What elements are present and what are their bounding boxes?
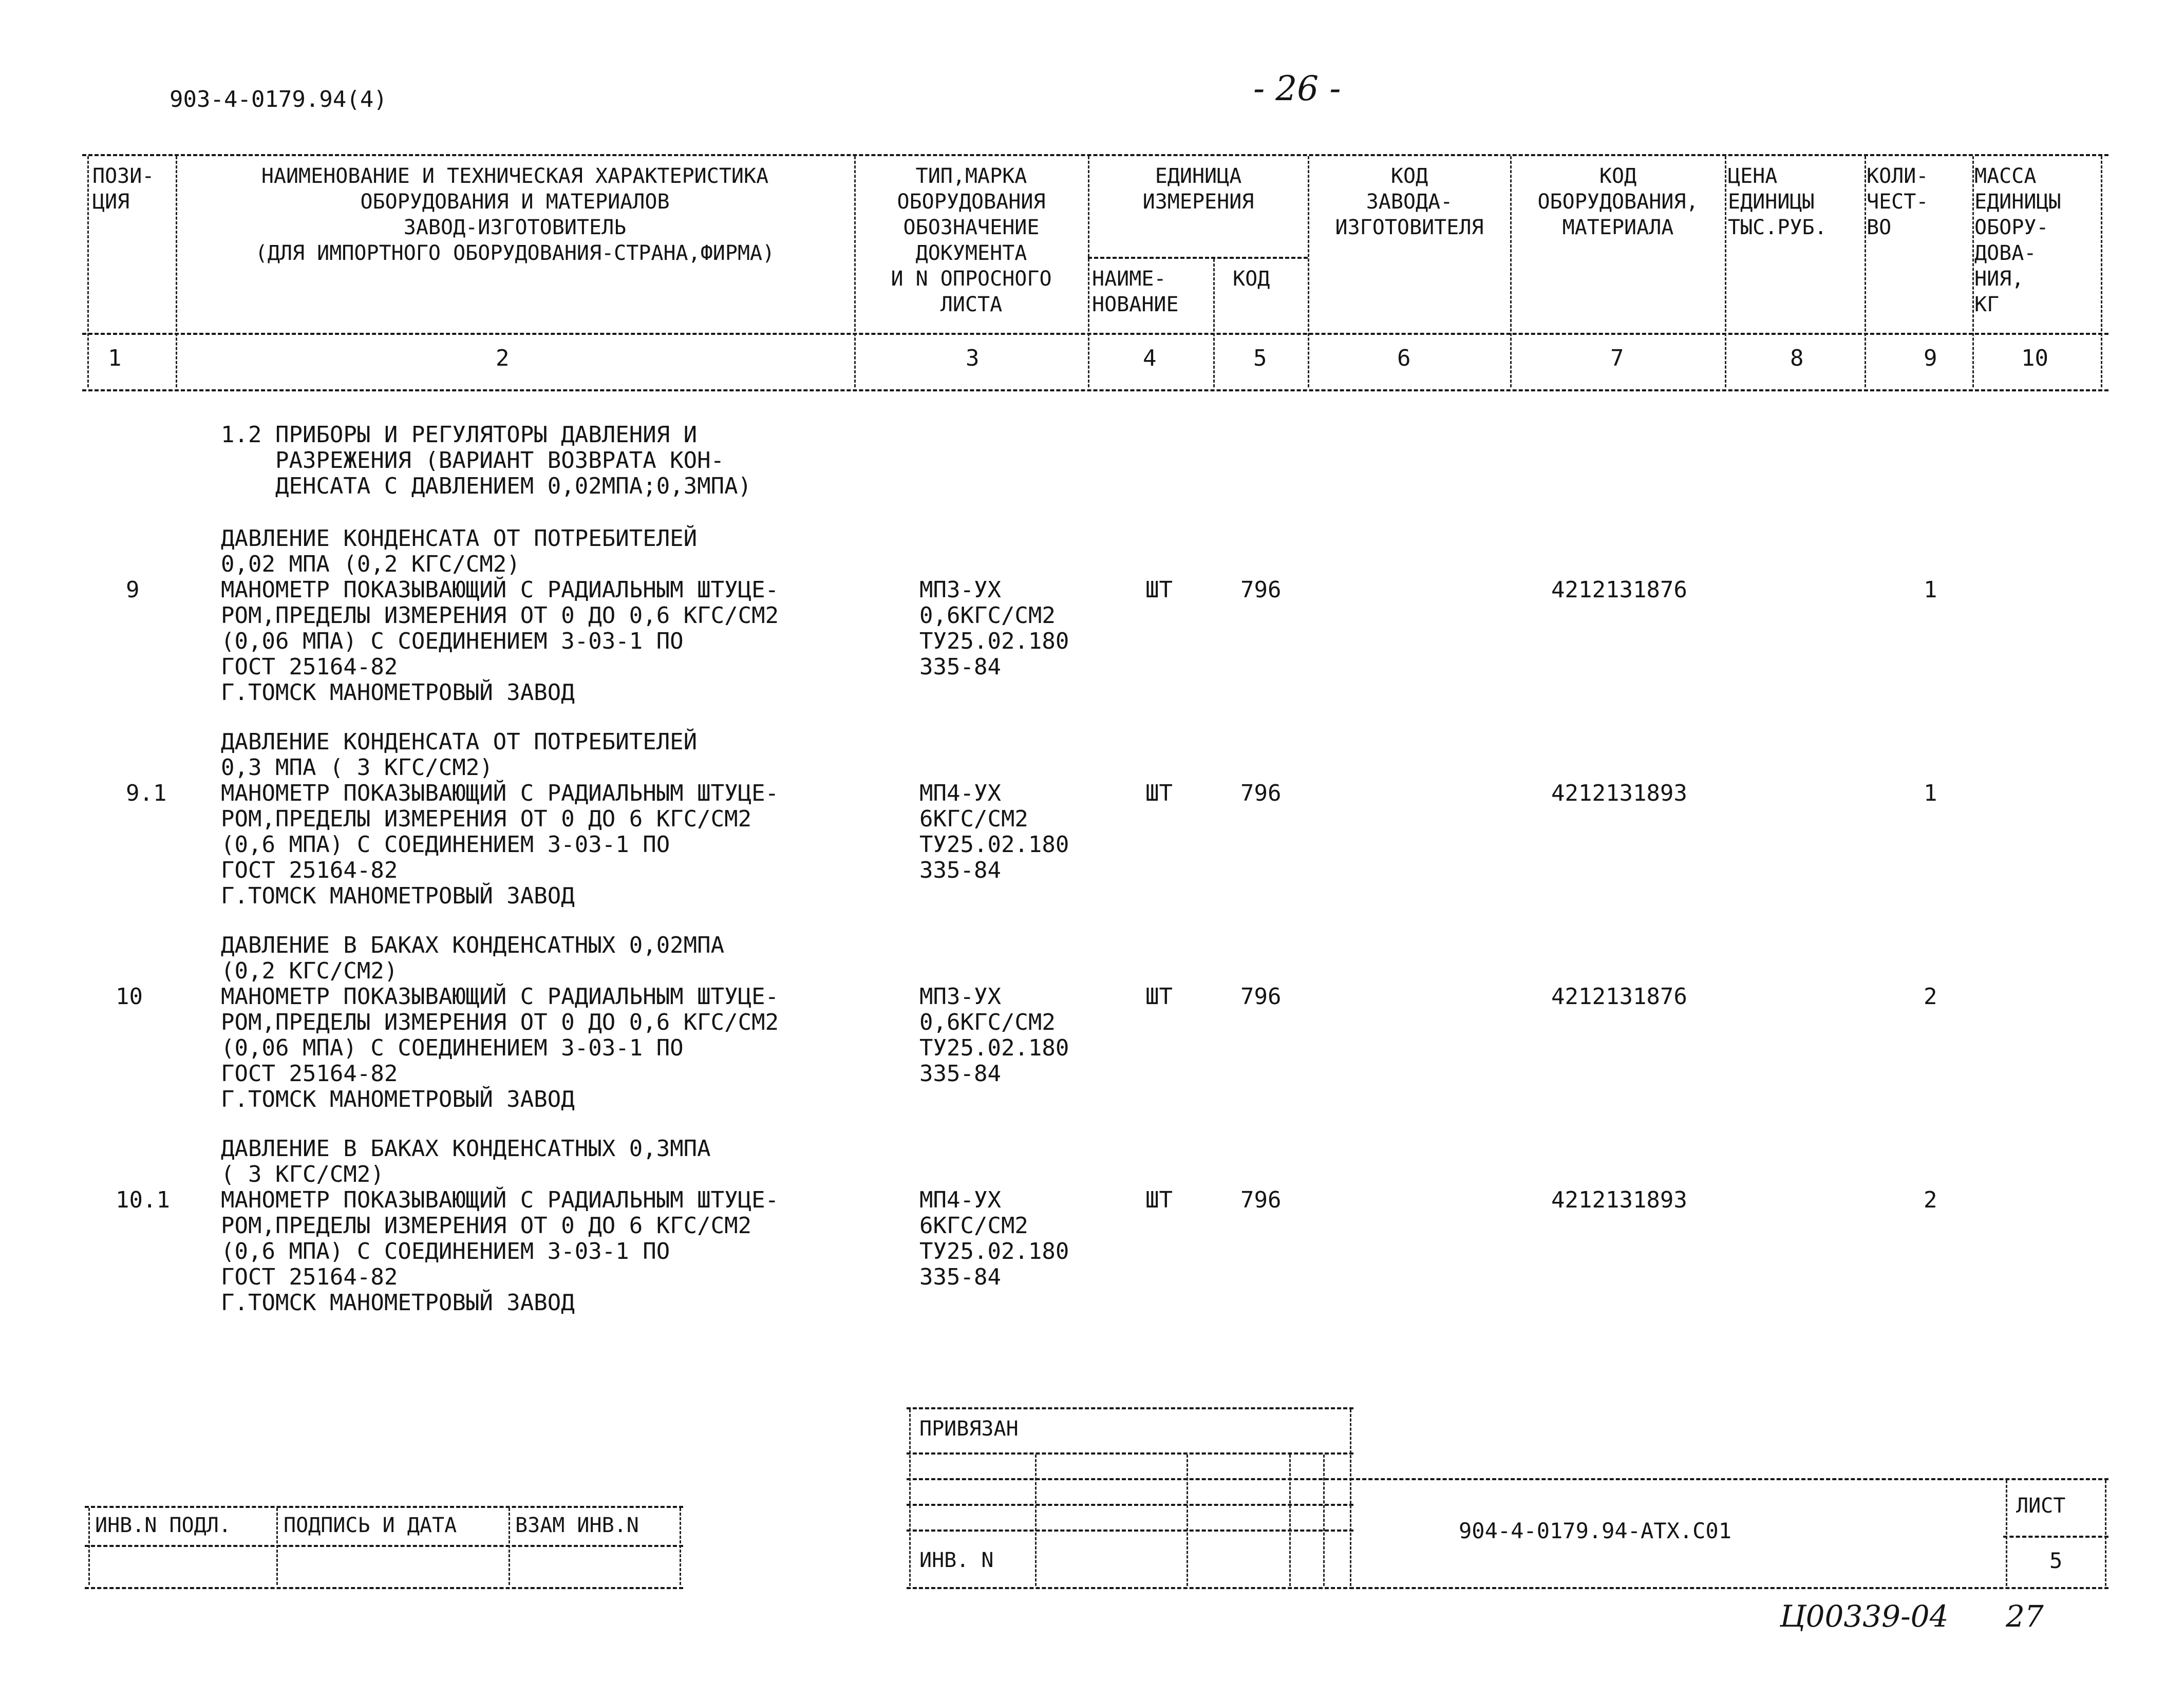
row-heading: ДАВЛЕНИЕ КОНДЕНСАТА ОТ ПОТРЕБИТЕЛЕЙ 0,3 МПА ( 3 КГС/СМ2) <box>221 729 698 781</box>
column-number-10: 10 <box>2021 345 2048 371</box>
document-designation: 904-4-0179.94-АТХ.С01 <box>1459 1518 1732 1543</box>
row-type: МП3-УХ 0,6КГС/СМ2 ТУ25.02.180 335-84 <box>919 577 1069 680</box>
stamp-vzam-inv: ВЗАМ ИНВ.N <box>515 1514 639 1537</box>
row-unit-code: 796 <box>1240 984 1282 1010</box>
page-number: - 26 - <box>1253 69 1341 108</box>
row-unit: ШТ <box>1145 780 1173 806</box>
row-heading: ДАВЛЕНИЕ В БАКАХ КОНДЕНСАТНЫХ 0,02МПА (0,2 КГС/СМ2) <box>221 932 725 984</box>
column-number-9: 9 <box>1924 345 1937 371</box>
header-type: ТИП,МАРКА ОБОРУДОВАНИЯ ОБОЗНАЧЕНИЕ ДОКУМЕНТА И N ОПРОСНОГО ЛИСТА <box>891 164 1052 316</box>
header-unit-code: КОД <box>1233 267 1270 291</box>
row-heading: ДАВЛЕНИЕ КОНДЕНСАТА ОТ ПОТРЕБИТЕЛЕЙ 0,02 МПА (0,2 КГС/СМ2) <box>221 525 698 577</box>
column-number-3: 3 <box>966 345 980 371</box>
row-position: 9.1 <box>126 780 167 806</box>
column-number-5: 5 <box>1253 345 1267 371</box>
row-quantity: 2 <box>1924 1187 1937 1213</box>
row-equipment-code: 4212131893 <box>1551 1187 1687 1213</box>
column-number-1: 1 <box>108 345 122 371</box>
row-name: МАНОМЕТР ПОКАЗЫВАЮЩИЙ С РАДИАЛЬНЫМ ШТУЦЕ- РОМ,ПРЕДЕЛЫ ИЗМЕРЕНИЯ ОТ 0 ДО 6 КГС/СМ2 (0,6 МПА) С СОЕДИНЕНИЕМ 3-03-1 ПО ГОСТ 25164-82 Г.ТОМСК МАНОМЕТРОВЫЙ ЗАВОД <box>221 1187 779 1316</box>
stamp-inv-podl: ИНВ.N ПОДЛ. <box>95 1514 231 1537</box>
row-position: 10.1 <box>116 1187 170 1213</box>
sheet-label: ЛИСТ <box>2016 1494 2066 1518</box>
row-name: МАНОМЕТР ПОКАЗЫВАЮЩИЙ С РАДИАЛЬНЫМ ШТУЦЕ- РОМ,ПРЕДЕЛЫ ИЗМЕРЕНИЯ ОТ 0 ДО 0,6 КГС/СМ2 (0,06 МПА) С СОЕДИНЕНИЕМ 3-03-1 ПО ГОСТ 25164-82 Г.ТОМСК МАНОМЕТРОВЫЙ ЗАВОД <box>221 577 779 706</box>
row-position: 9 <box>126 577 140 603</box>
row-quantity: 2 <box>1924 984 1937 1010</box>
row-unit: ШТ <box>1145 577 1173 603</box>
row-heading: ДАВЛЕНИЕ В БАКАХ КОНДЕНСАТНЫХ 0,3МПА ( 3 КГС/СМ2) <box>221 1136 711 1187</box>
sheet-number: 5 <box>2049 1548 2063 1573</box>
stamp-signature-date: ПОДПИСЬ И ДАТА <box>284 1514 457 1537</box>
header-unit-name: НАИМЕ- НОВАНИЕ <box>1092 267 1179 316</box>
sheet-total-handwritten: 27 <box>2006 1599 2044 1634</box>
document-code: 903-4-0179.94(4) <box>170 86 387 112</box>
row-unit: ШТ <box>1145 1187 1173 1213</box>
row-type: МП4-УХ 6КГС/СМ2 ТУ25.02.180 335-84 <box>919 780 1069 883</box>
row-position: 10 <box>116 984 143 1010</box>
section-title: 1.2 ПРИБОРЫ И РЕГУЛЯТОРЫ ДАВЛЕНИЯ И РАЗРЕЖЕНИЯ (ВАРИАНТ ВОЗВРАТА КОН- ДЕНСАТА С ДАВЛЕНИЕМ 0,02МПА;0,3МПА) <box>221 422 752 499</box>
row-type: МП4-УХ 6КГС/СМ2 ТУ25.02.180 335-84 <box>919 1187 1069 1290</box>
column-number-7: 7 <box>1610 345 1624 371</box>
stamp-inv-n: ИНВ. N <box>919 1549 994 1572</box>
row-name: МАНОМЕТР ПОКАЗЫВАЮЩИЙ С РАДИАЛЬНЫМ ШТУЦЕ- РОМ,ПРЕДЕЛЫ ИЗМЕРЕНИЯ ОТ 0 ДО 6 КГС/СМ2 (0,6 МПА) С СОЕДИНЕНИЕМ 3-03-1 ПО ГОСТ 25164-82 Г.ТОМСК МАНОМЕТРОВЫЙ ЗАВОД <box>221 780 779 909</box>
column-number-4: 4 <box>1143 345 1157 371</box>
column-number-8: 8 <box>1790 345 1804 371</box>
column-number-2: 2 <box>496 345 510 371</box>
column-number-6: 6 <box>1397 345 1411 371</box>
row-quantity: 1 <box>1924 577 1937 603</box>
header-quantity: КОЛИ- ЧЕСТ- ВО <box>1867 164 1929 239</box>
row-type: МП3-УХ 0,6КГС/СМ2 ТУ25.02.180 335-84 <box>919 984 1069 1087</box>
archive-code-handwritten: Ц00339-04 <box>1780 1599 1949 1634</box>
row-quantity: 1 <box>1924 780 1937 806</box>
row-unit-code: 796 <box>1240 1187 1282 1213</box>
row-name: МАНОМЕТР ПОКАЗЫВАЮЩИЙ С РАДИАЛЬНЫМ ШТУЦЕ- РОМ,ПРЕДЕЛЫ ИЗМЕРЕНИЯ ОТ 0 ДО 0,6 КГС/СМ2 (0,06 МПА) С СОЕДИНЕНИЕМ 3-03-1 ПО ГОСТ 25164-82 Г.ТОМСК МАНОМЕТРОВЫЙ ЗАВОД <box>221 984 779 1112</box>
header-price: ЦЕНА ЕДИНИЦЫ ТЫС.РУБ. <box>1728 164 1827 239</box>
header-position: ПОЗИ- ЦИЯ <box>92 164 155 214</box>
row-unit: ШТ <box>1145 984 1173 1010</box>
row-equipment-code: 4212131893 <box>1551 780 1687 806</box>
stamp-privyazan: ПРИВЯЗАН <box>919 1417 1019 1441</box>
row-equipment-code: 4212131876 <box>1551 577 1687 603</box>
row-unit-code: 796 <box>1240 780 1282 806</box>
header-equipment-code: КОД ОБОРУДОВАНИЯ, МАТЕРИАЛА <box>1537 164 1699 239</box>
header-unit-group: ЕДИНИЦА ИЗМЕРЕНИЯ <box>1142 164 1254 214</box>
row-equipment-code: 4212131876 <box>1551 984 1687 1010</box>
header-manufacturer-code: КОД ЗАВОДА- ИЗГОТОВИТЕЛЯ <box>1335 164 1484 239</box>
header-mass: МАССА ЕДИНИЦЫ ОБОРУ- ДОВА- НИЯ, КГ <box>1974 164 2061 316</box>
row-unit-code: 796 <box>1240 577 1282 603</box>
header-name: НАИМЕНОВАНИЕ И ТЕХНИЧЕСКАЯ ХАРАКТЕРИСТИКА ОБОРУДОВАНИЯ И МАТЕРИАЛОВ ЗАВОД-ИЗГОТОВИТЕЛЬ (ДЛЯ ИМПОРТНОГО ОБОРУДОВАНИЯ-СТРАНА,ФИРМА) <box>255 164 775 265</box>
